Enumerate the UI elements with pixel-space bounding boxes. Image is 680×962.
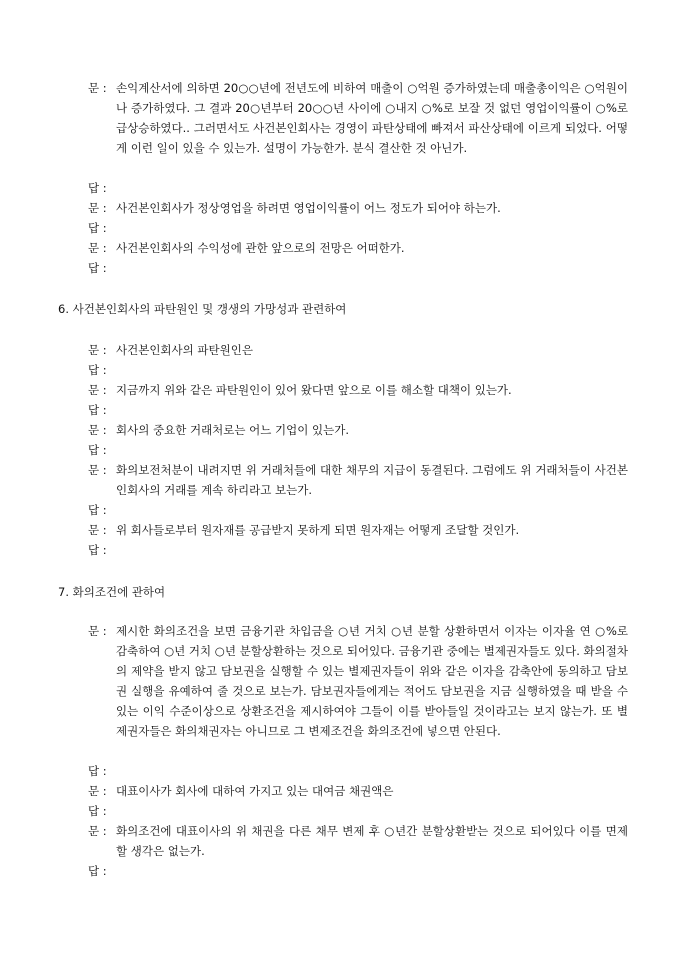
question-text: 사건본인회사의 파탄원인은 [116,343,253,357]
answer-label: 답 : [88,403,107,417]
section-6-heading: 6. 사건본인회사의 파탄원인 및 갱생의 가망성과 관련하여 [58,302,347,316]
question-label: 문 : [88,784,107,798]
question-label: 문 : [88,343,107,357]
section-7-heading: 7. 화의조건에 관하여 [58,585,166,599]
answer-label: 답 : [88,261,107,275]
question-label: 문 : [88,463,107,477]
answer-label: 답 : [88,363,107,377]
question-text: 위 회사들로부터 원자재를 공급받지 못하게 되면 원자재는 어떻게 조달할 것인가. [116,523,520,537]
question-label: 문 : [88,383,107,397]
question-item [88,781,628,801]
question-item [88,340,628,360]
answer-label: 답 : [88,181,107,195]
question-item [88,78,628,158]
question-label: 문 : [88,201,107,215]
answer-label: 답 : [88,503,107,517]
question-text: 손익계산서에 의하면 20○○년에 전년도에 비하여 매출이 ○억원 증가하였는데 매출총이익은 ○억원이나 증가하였다. 그 결과 20○년부터 20○○년 사이에 ○내지 ○%로 보잘 것 없던 영업이익률이 ○%로 급상승하였다.. 그러면서도 사건본인회사는 경영이 파탄상태에 빠져서 파산상태에 이르게 되었다. 어떻게 이런 일이 있을 수 있는가. 설명이 가능한가. 분식 결산한 것 아닌가. [116,81,628,155]
question-item [88,238,628,258]
question-text: 회사의 중요한 거래처로는 어느 기업이 있는가. [116,423,350,437]
question-text: 화의조건에 대표이사의 위 채권을 다른 채무 변제 후 ○년간 분할상환받는 것으로 되어있다 이를 면제할 생각은 없는가. [116,824,628,858]
question-item [88,198,628,218]
question-item [88,821,628,861]
question-label: 문 : [88,523,107,537]
answer-label: 답 : [88,221,107,235]
question-item [88,460,628,500]
question-text: 화의보전처분이 내려지면 위 거래처들에 대한 채무의 지급이 동결된다. 그럼에도 위 거래처들이 사건본인회사의 거래를 계속 하리라고 보는가. [116,463,628,497]
question-item [88,520,628,540]
answer-label: 답 : [88,804,107,818]
question-label: 문 : [88,423,107,437]
question-item [88,420,628,440]
answer-label: 답 : [88,443,107,457]
question-text: 지금까지 위와 같은 파탄원인이 있어 왔다면 앞으로 이를 해소할 대책이 있는가. [116,383,512,397]
question-item [88,621,628,741]
question-text: 사건본인회사가 정상영업을 하려면 영업이익률이 어느 정도가 되어야 하는가. [116,201,501,215]
answer-label: 답 : [88,764,107,778]
question-text: 대표이사가 회사에 대하여 가지고 있는 대여금 채권액은 [116,784,394,798]
answer-label: 답 : [88,864,107,878]
question-label: 문 : [88,81,107,95]
question-label: 문 : [88,824,107,838]
question-label: 문 : [88,624,107,638]
question-text: 제시한 화의조건을 보면 금융기관 차입금을 ○년 거치 ○년 분할 상환하면서 이자는 이자율 연 ○%로 감축하여 ○년 거치 ○년 분할상환하는 것으로 되어있다. 금융기관 중에는 별제권자들도 있다. 화의절차의 제약을 받지 않고 담보권을 실행할 수 있는 별제권자들이 위와 같은 이자을 감축안에 동의하고 담보권 실행을 유예하여 줄 것으로 보는가. 담보권자들에게는 적어도 담보권을 지금 실행하였을 때 받을 수 있는 이익 수준이상으로 상환조건을 제시하여야 그들이 이를 받아들일 것이라고는 보지 않는가. 또 별제권자들은 화의채권자는 아니므로 그 변제조건을 화의조건에 넣으면 안된다. [116,624,628,738]
question-text: 사건본인회사의 수익성에 관한 앞으로의 전망은 어떠한가. [116,241,405,255]
question-label: 문 : [88,241,107,255]
question-item [88,380,628,400]
answer-label: 답 : [88,543,107,557]
